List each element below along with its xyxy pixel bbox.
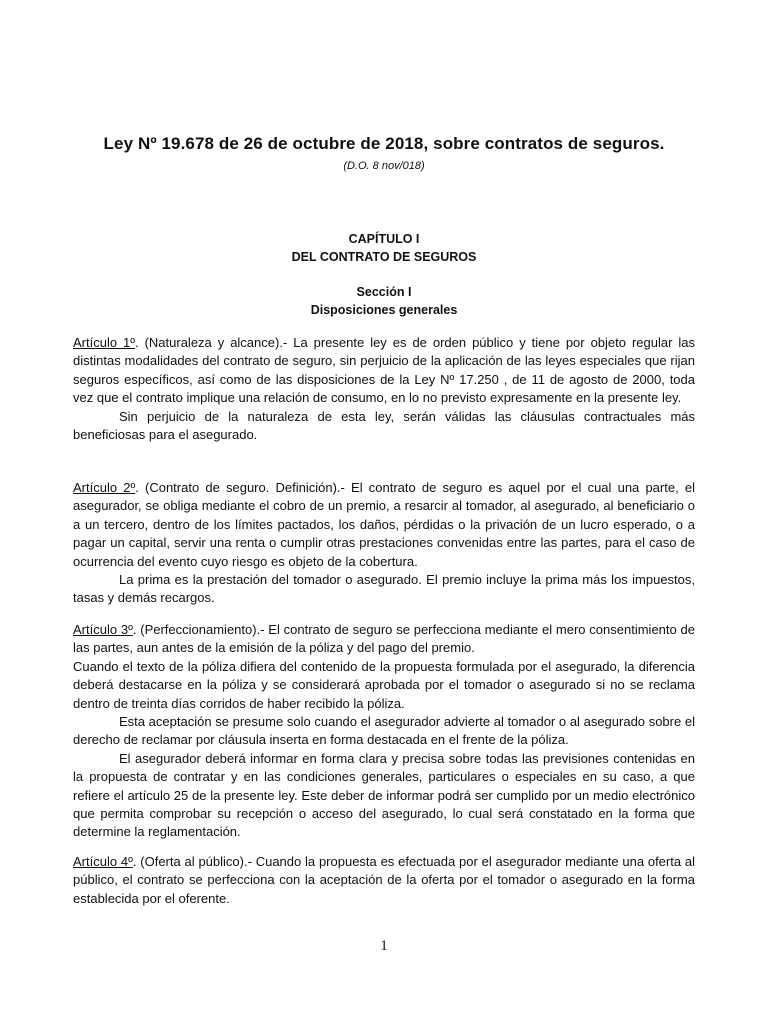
document-subtitle: (D.O. 8 nov/018) [343,160,425,172]
document-title: Ley Nº 19.678 de 26 de octubre de 2018, sobre contratos de seguros. [103,134,665,153]
article-1 [73,334,695,444]
article-3-paragraph-4: El asegurador deberá informar en forma clara y precisa sobre todas las previsiones contenidas en la propuesta de contratar y en las condiciones generales, particulares o especiales en su caso, a que refiere el artículo 25 de la presente ley. Este deber de informar podrá ser cumplido por un medio electrónico que permita comprobar su recepción o acceso del asegurado, lo cual será constatado en la forma que determine la reglamentación. [73,750,695,840]
chapter-heading: CAPÍTULO I [348,232,420,246]
article-4-paragraph-1 [73,853,695,908]
article-2-paragraph-2: La prima es la prestación del tomador o asegurado. El premio incluye la prima más los impuestos, tasas y demás recargos. [73,572,695,606]
article-3 [73,621,695,842]
article-2-paragraph-1 [73,479,695,571]
article-4 [73,853,695,908]
article-1-label: Artículo 1º [73,335,136,350]
article-2-text-1: . (Contrato de seguro. Definición).- El contrato de seguro es aquel por el cual una parte, el asegurador, se obliga mediante el cobro de un premio, a resarcir al tomador, al asegurado, al beneficiario o a un tercero, dentro de los límites pactados, los daños, pérdidas o la privación de un lucro esperado, o a pagar un capital, servir una renta o cumplir otras prestaciones convenidas entre las partes, para el caso de ocurrencia del evento cuyo riesgo es objeto de la cobertura. [73,480,695,569]
article-3-paragraph-1 [73,621,695,658]
article-4-label: Artículo 4º [73,854,133,869]
section-title: Disposiciones generales [310,303,458,317]
article-3-paragraph-3: Esta aceptación se presume solo cuando el asegurador advierte al tomador o al asegurado sobre el derecho de reclamar por cláusula inserta en forma destacada en el frente de la póliza. [73,714,695,748]
article-1-text-1: . (Naturaleza y alcance).- La presente ley es de orden público y tiene por objeto regular las distintas modalidades del contrato de seguro, sin perjuicio de la aplicación de las leyes especiales que rijan seguros específicos, así como de las disposiciones de la Ley Nº 17.250 , de 11 de agosto de 2000, toda vez que el contrato implique una relación de consumo, en lo no previsto expresamente en la presente ley. [73,335,695,406]
chapter-title: DEL CONTRATO DE SEGUROS [291,250,477,264]
article-4-text-1: . (Oferta al público).- Cuando la propuesta es efectuada por el asegurador mediante una oferta al público, el contrato se perfecciona con la aceptación de la oferta por el tomador o asegurado en la forma establecida por el oferente. [73,854,695,906]
article-2 [73,479,695,608]
article-2-label: Artículo 2º [73,480,136,495]
page-number: 1 [380,938,388,954]
article-3-text-1: . (Perfeccionamiento).- El contrato de seguro se perfecciona mediante el mero consentimiento de las partes, aun antes de la emisión de la póliza y del pago del premio. [73,622,695,656]
article-1-paragraph-2: Sin perjuicio de la naturaleza de esta ley, serán válidas las cláusulas contractuales más beneficiosas para el asegurado. [73,408,695,443]
article-3-label: Artículo 3º [73,622,133,637]
section-heading: Sección I [356,285,412,299]
article-3-paragraph-2: Cuando el texto de la póliza difiera del contenido de la propuesta formulada por el asegurado, la diferencia deberá destacarse en la póliza y se considerará aprobada por el tomador o asegurado si no se reclama dentro de treinta días corridos de haber recibido la póliza. [73,658,695,711]
article-1-paragraph-1 [73,334,695,408]
